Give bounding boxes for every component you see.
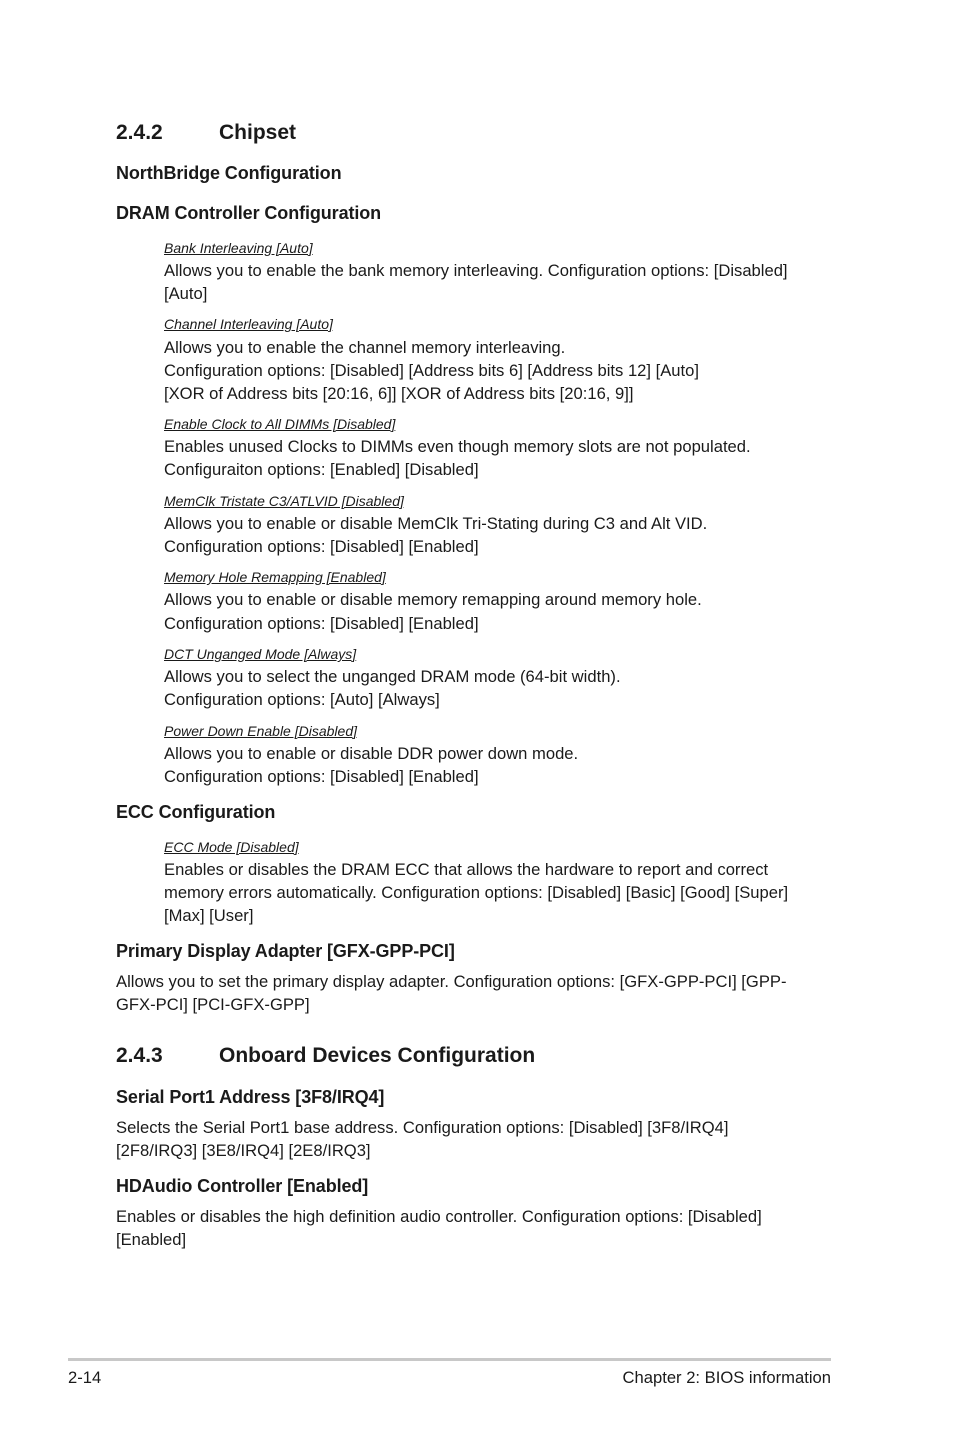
item-title-power-down: Power Down Enable [Disabled] xyxy=(164,723,357,739)
page-number: 2-14 xyxy=(68,1368,102,1387)
paragraph-line: [Enabled] xyxy=(116,1230,187,1249)
item-title-bank-interleaving: Bank Interleaving [Auto] xyxy=(164,240,313,256)
heading-dram: DRAM Controller Configuration xyxy=(116,203,382,223)
item-desc-line: Allows you to select the unganged DRAM mode (64-bit width). xyxy=(164,667,621,686)
heading-primary-display: Primary Display Adapter [GFX-GPP-PCI] xyxy=(116,941,455,961)
item-desc-line: [Auto] xyxy=(164,284,208,303)
item-desc-line: [XOR of Address bits [20:16, 6]] [XOR of Address bits [20:16, 9]] xyxy=(164,384,634,403)
item-title-enable-clock: Enable Clock to All DIMMs [Disabled] xyxy=(164,416,396,432)
item-desc-line: Configuration options: [Disabled] [Enabled] xyxy=(164,614,479,633)
heading-ecc: ECC Configuration xyxy=(116,802,276,822)
heading-hdaudio: HDAudio Controller [Enabled] xyxy=(116,1176,369,1196)
item-title-memory-hole: Memory Hole Remapping [Enabled] xyxy=(164,569,386,585)
item-desc-line: Enables unused Clocks to DIMMs even though memory slots are not populated. xyxy=(164,437,751,456)
section-number: 2.4.2 xyxy=(116,121,163,144)
paragraph-line: Enables or disables the high definition audio controller. Configuration options: [Disabled] xyxy=(116,1207,762,1226)
chapter-label: Chapter 2: BIOS information xyxy=(622,1368,831,1387)
item-desc-line: Enables or disables the DRAM ECC that allows the hardware to report and correct xyxy=(164,860,769,879)
heading-northbridge: NorthBridge Configuration xyxy=(116,163,342,183)
item-desc-line: Allows you to enable or disable MemClk Tri-Stating during C3 and Alt VID. xyxy=(164,514,708,533)
footer-divider xyxy=(68,1358,831,1361)
item-desc-line: Allows you to enable or disable DDR power down mode. xyxy=(164,744,579,763)
paragraph-line: Selects the Serial Port1 base address. Configuration options: [Disabled] [3F8/IRQ4] xyxy=(116,1118,729,1137)
section-title: Chipset xyxy=(219,121,297,144)
item-desc-line: Configuration options: [Auto] [Always] xyxy=(164,690,440,709)
item-desc-line: [Max] [User] xyxy=(164,906,254,925)
section-heading-onboard xyxy=(116,1043,535,1069)
item-desc-line: Allows you to enable the bank memory interleaving. Configuration options: [Disabled] xyxy=(164,261,788,280)
item-title-ecc-mode: ECC Mode [Disabled] xyxy=(164,839,299,855)
item-title-dct-unganged: DCT Unganged Mode [Always] xyxy=(164,646,357,662)
item-desc-line: Configuration options: [Disabled] [Address bits 6] [Address bits 12] [Auto] xyxy=(164,361,699,380)
item-desc-line: Configuration options: [Disabled] [Enabled] xyxy=(164,537,479,556)
heading-serial-port: Serial Port1 Address [3F8/IRQ4] xyxy=(116,1087,385,1107)
item-title-channel-interleaving: Channel Interleaving [Auto] xyxy=(164,316,333,332)
item-desc-line: memory errors automatically. Configuration options: [Disabled] [Basic] [Good] [Super] xyxy=(164,883,789,902)
paragraph-line: [2F8/IRQ3] [3E8/IRQ4] [2E8/IRQ3] xyxy=(116,1141,371,1160)
paragraph-line: Allows you to set the primary display adapter. Configuration options: [GFX-GPP-PCI] [GPP- xyxy=(116,972,787,991)
item-desc-line: Allows you to enable or disable memory remapping around memory hole. xyxy=(164,590,702,609)
section-number: 2.4.3 xyxy=(116,1044,163,1067)
item-desc-line: Configuration options: [Disabled] [Enabled] xyxy=(164,767,479,786)
item-desc-line: Allows you to enable the channel memory interleaving. xyxy=(164,338,566,357)
section-heading-chipset xyxy=(116,120,296,146)
item-title-memclk-tristate: MemClk Tristate C3/ATLVID [Disabled] xyxy=(164,493,404,509)
section-title: Onboard Devices Configuration xyxy=(219,1044,536,1067)
paragraph-line: GFX-PCI] [PCI-GFX-GPP] xyxy=(116,995,310,1014)
item-desc-line: Configuraiton options: [Enabled] [Disabled] xyxy=(164,460,479,479)
